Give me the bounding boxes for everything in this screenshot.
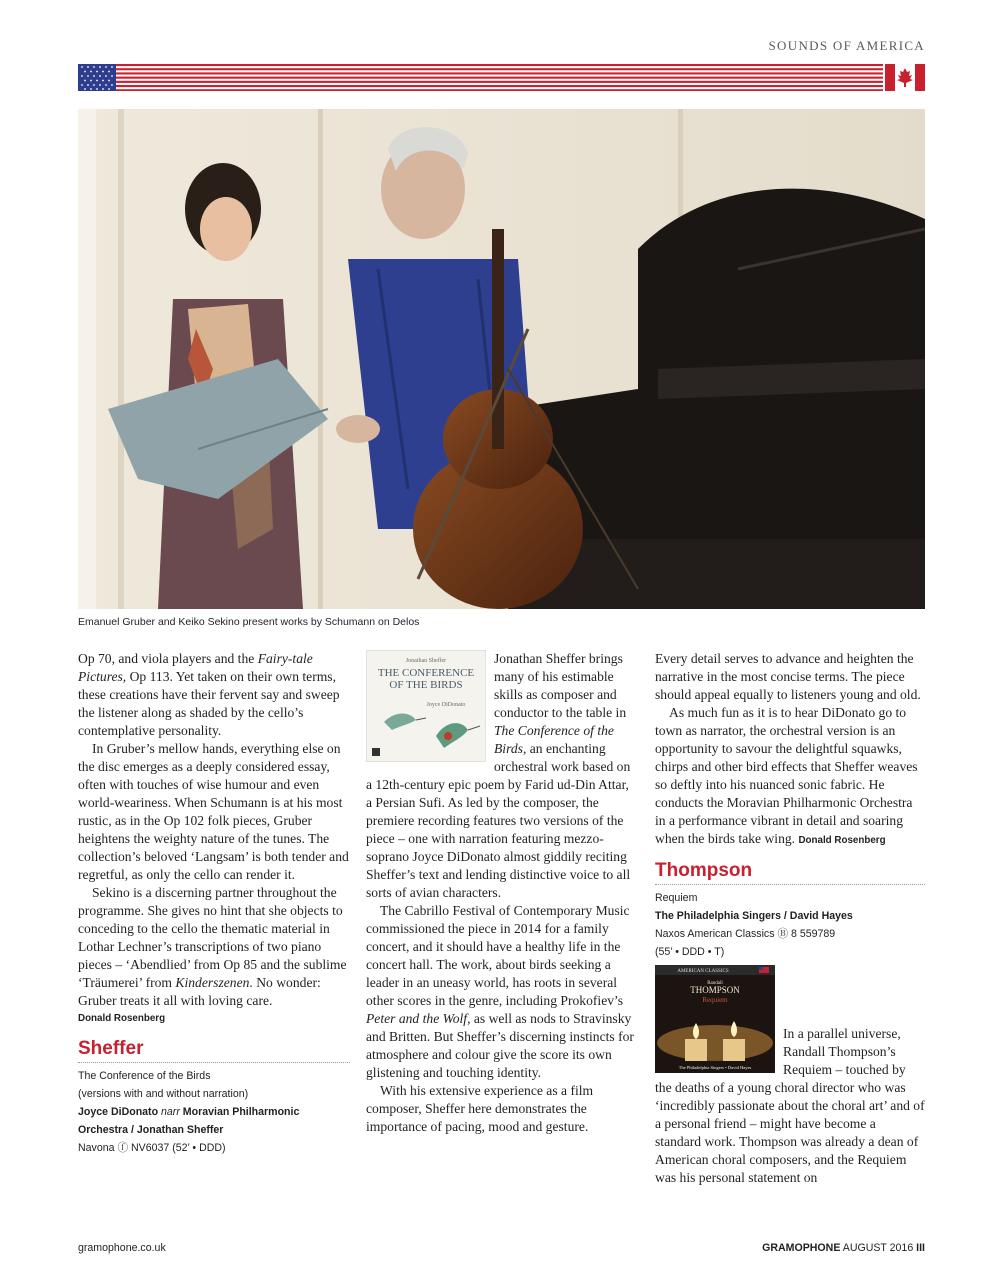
canada-flag-icon [885, 64, 925, 91]
flag-bar [78, 64, 925, 91]
info-title: Requiem [655, 892, 698, 904]
svg-text:OF THE BIRDS: OF THE BIRDS [389, 679, 463, 691]
column-1 [78, 650, 350, 1157]
col2-paragraph-3: With his extensive experience as a film composer, Sheffer here demonstrates the importance of pacing, mood and gesture. [366, 1083, 594, 1134]
info-artists: The Philadelphia Singers / David Hayes [655, 910, 853, 922]
album-cover-thompson-requiem [655, 965, 775, 1073]
info-label: Naxos American Classics Ⓑ 8 559789 [655, 928, 836, 940]
column-2 [366, 650, 636, 1136]
svg-text:The Philadelphia Singers • Dav: The Philadelphia Singers • David Hayes [678, 1065, 752, 1070]
info-label: Navona ⓕ NV6037 (52’ • DDD) [78, 1142, 226, 1154]
col1-paragraph-3: Sekino is a discerning partner throughout the programme. She gives no hint that she objects to conceding to the cello the thematic material in Lothar Lechner’s transcriptions of two piano pieces – ‘Abendlied’ from Op 85 and the sublime ‘Träumerei’ from Kinderszenen. No wonder: Gruber treats it all with loving care. [78, 885, 347, 1008]
review-info-thompson [655, 889, 925, 961]
signature: Donald Rosenberg [78, 1013, 166, 1024]
signature: Donald Rosenberg [798, 835, 886, 846]
info-artists: Joyce DiDonato narr Moravian Philharmonic Orchestra / Jonathan Sheffer [78, 1106, 300, 1136]
info-subtitle: (versions with and without narration) [78, 1088, 249, 1100]
col1-paragraph-2: In Gruber’s mellow hands, everything else on the disc emerges as a deeply considered essay, often with touches of wise humour and even world-weariness. When Schumann is at his most rustic, as in the Op 102 folk pieces, Gruber heightens the weighty nature of the tunes. The collection’s beloved ‘Langsam’ is both tender and regretful, as only the cello can render it. [78, 741, 349, 882]
col3-paragraph-2: As much fun as it is to hear DiDonato go to town as narrator, the orchestral version is an opportunity to savour the delightful squawks, chirps and other bird effects that Sheffer weaves so deftly into his nuanced sonic fabric. He conducts the Moravian Philharmonic Orchestra in a performance vibrant in detail and soaring when the birds take wing. Donald Rosenberg [655, 705, 918, 846]
section-label: SOUNDS OF AMERICA [768, 38, 925, 53]
svg-text:Joyce DiDonato: Joyce DiDonato [426, 702, 466, 708]
review-heading-thompson: Thompson [655, 860, 925, 885]
footer-website: gramophone.co.uk [78, 1242, 166, 1254]
footer-issue: GRAMOPHONE AUGUST 2016 III [762, 1242, 925, 1254]
svg-text:Jonathan Sheffer: Jonathan Sheffer [405, 658, 447, 664]
col3-paragraph-1: Every detail serves to advance and heighten the narrative in the most concise terms. The piece should appeal equally to listeners young and old. [655, 651, 921, 702]
col2-paragraph-2: The Cabrillo Festival of Contemporary Music commissioned the piece in 2014 for a family concert, and it should have a healthy life in the concert hall. The work, about birds seeking a leader in an uneasy world, has roots in several other scores in the genre, including Prokofiev’s Peter and the Wolf, as well as nods to Stravinsky and Britten. But Sheffer’s discerning instincts for atmosphere and colour give the score its own glistening and touching identity. [366, 903, 634, 1080]
photo-caption: Emanuel Gruber and Keiko Sekino present works by Schumann on Delos [78, 616, 420, 628]
column-3 [655, 650, 925, 1187]
album-cover-conference-of-the-birds [366, 650, 486, 762]
svg-text:THOMPSON: THOMPSON [690, 985, 740, 995]
svg-text:AMERICAN CLASSICS: AMERICAN CLASSICS [677, 969, 729, 974]
col2-paragraph-1: Jonathan Sheffer brings many of his estimable skills as composer and conductor to the table in The Conference of the Birds, an enchanting orchestral work based on a 12th-century epic poem by Farid ud-Din Attar, a Persian Sufi. As led by the composer, the premiere recording features two versions of the piece – one with narration featuring mezzo-soprano Joyce DiDonato almost giddily reciting Sheffer’s text and lending distinctive voice to all sorts of avian characters. [366, 651, 631, 900]
photo [78, 109, 925, 609]
col3-paragraph-3: In a parallel universe, Randall Thompson’s Requiem – touched by the deaths of a young choral director who was ‘incredibly passionate about the choral art’ and of a personal friend – might have become a standard work. Thompson was already a dean of American choral composers, and the Requiem was his personal statement on [655, 1026, 925, 1185]
info-timing: (55’ • DDD • T) [655, 946, 725, 958]
svg-text:THE CONFERENCE: THE CONFERENCE [377, 667, 475, 679]
review-info-sheffer [78, 1067, 350, 1157]
info-title: The Conference of the Birds [78, 1070, 211, 1082]
svg-text:Requiem: Requiem [702, 996, 728, 1004]
col1-paragraph-1: Op 70, and viola players and the Fairy-tale Pictures, Op 113. Yet taken on their own terms, these creations have their fervent say and sweep the listener along as shaded by the cello’s contemplative personality. [78, 651, 340, 738]
svg-text:Randall: Randall [707, 981, 723, 986]
us-canton [78, 64, 116, 91]
review-heading-sheffer: Sheffer [78, 1038, 350, 1063]
